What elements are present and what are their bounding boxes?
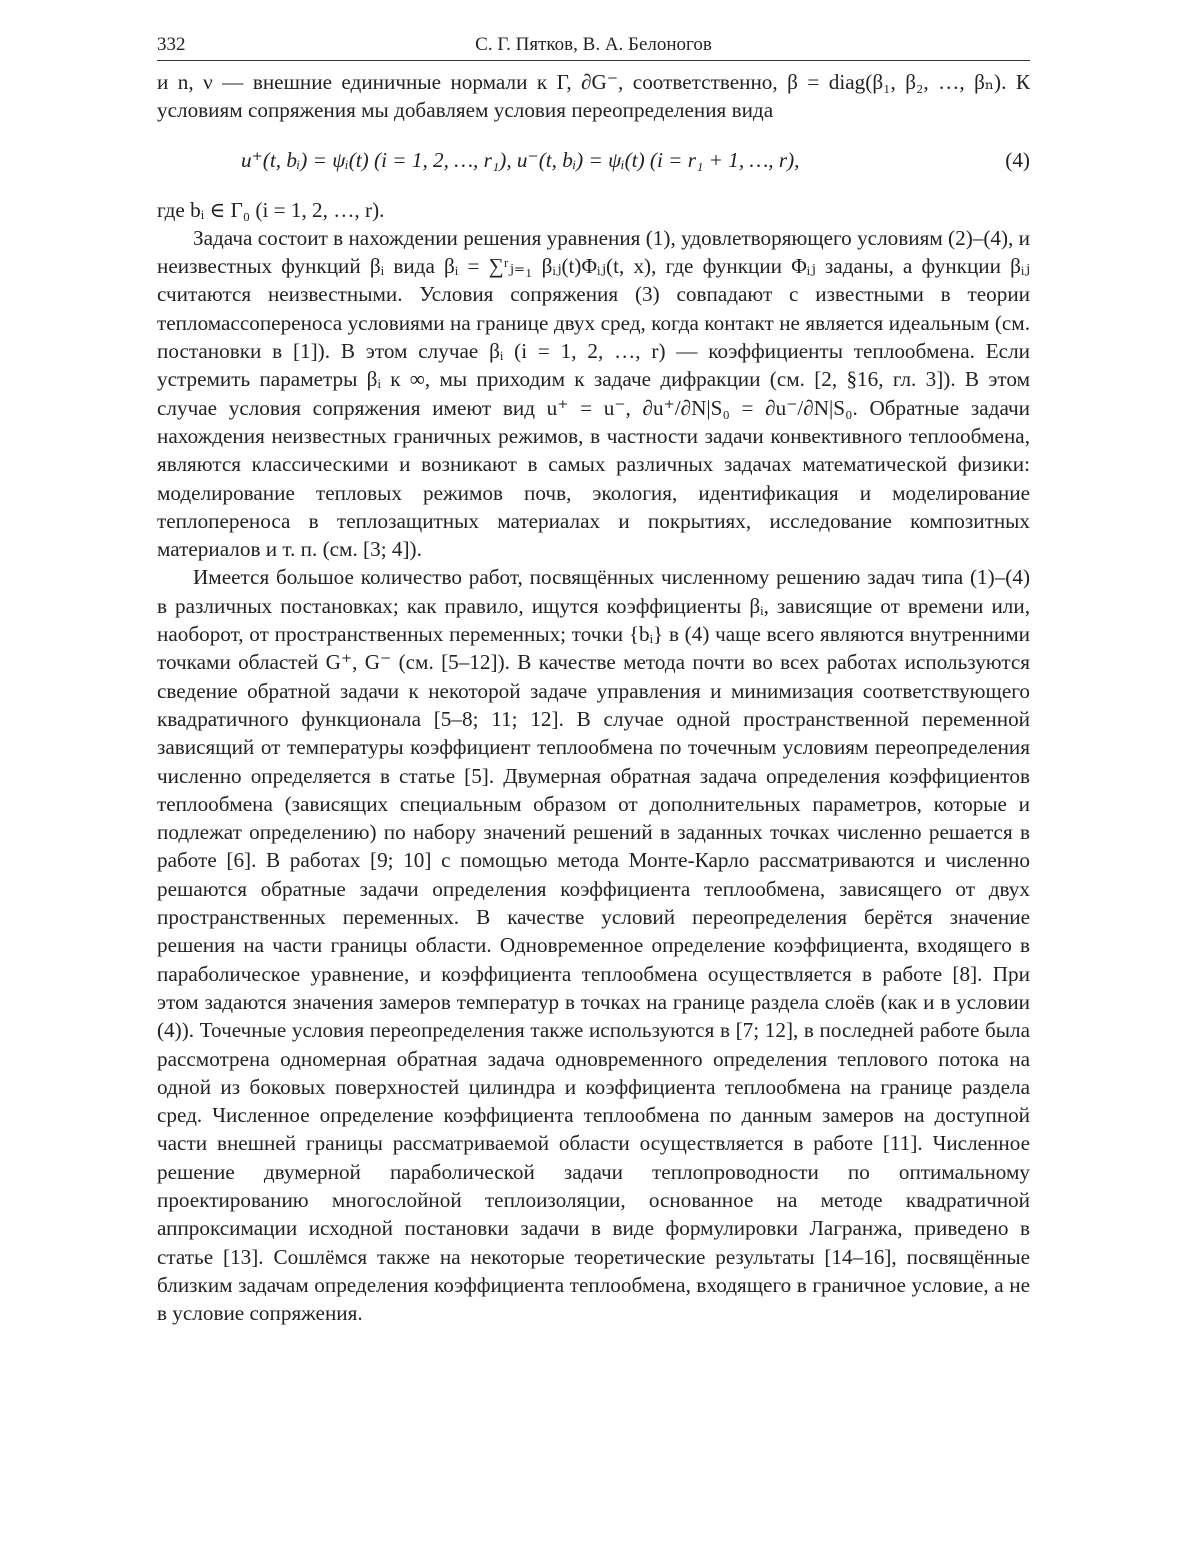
paragraph: Задача состоит в нахождении решения уравнения (1), удовлетворяющего условиям (2)–(4), и неизвестных функций βᵢ вида βᵢ = ∑ʳⱼ₌₁ βᵢⱼ(t)Φᵢⱼ(t, x), где функции Φᵢⱼ заданы, а функции βᵢⱼ считаются неизвестными. Условия сопряжения (3) совпадают с известными в теории тепломассопереноса условиями на границе двух сред, когда контакт не является идеальным (см. постановки в [1]). В этом случае βᵢ (i = 1, 2, …, r) — коэффициенты теплообмена. Если устремить параметры βᵢ к ∞, мы приходим к задаче дифракции (см. [2, §16, гл. 3]). В этом случае условия сопряжения имеют вид u⁺ = u⁻, ∂u⁺/∂N|S₀ = ∂u⁻/∂N|S₀. Обратные задачи нахождения неизвестных граничных режимов, в частности задачи конвективного теплообмена, являются классическими и возникают в самых различных задачах математической физики: моделирование тепловых режимов почв, экология, идентификация и моделирование теплопереноса в теплозащитных материалах и покрытиях, исследование композитных материалов и т. п. (см. [3; 4]). bbox=[157, 225, 1030, 562]
running-head: С. Г. Пятков, В. А. Белоногов bbox=[475, 34, 712, 55]
paragraph: и n, ν — внешние единичные нормали к Γ, ∂G⁻, соответственно, β = diag(β₁, β₂, …, βₙ). К условиям сопряжения мы добавляем условия переопределения вида bbox=[157, 70, 1030, 123]
equation-body: u⁺(t, bᵢ) = ψᵢ(t) (i = 1, 2, …, r₁), u⁻(t, bᵢ) = ψᵢ(t) (i = r₁ + 1, …, r), bbox=[241, 147, 800, 172]
display-equation bbox=[157, 146, 1030, 174]
page-number: 332 bbox=[157, 34, 186, 55]
paragraph: Имеется большое количество работ, посвящённых численному решению задач типа (1)–(4) в различных постановках; как правило, ищутся коэффициенты βᵢ, зависящие от времени или, наоборот, от пространственных переменных; точки {bᵢ} в (4) чаще всего являются внутренними точками областей G⁺, G⁻ (см. [5–12]). В качестве метода почти во всех работах используются сведение обратной задачи к некоторой задаче управления и минимизация соответствующего квадратичного функционала [5–8; 11; 12]. В случае одной пространственной переменной зависящий от температуры коэффициент теплообмена по точечным условиям переопределения численно определяется в статье [5]. Двумерная обратная задача определения коэффициентов теплообмена (зависящих специальным образом от дополнительных параметров, которые и подлежат определению) по набору значений решений в заданных точках численно решается в работе [6]. В работах [9; 10] с помощью метода Монте-Карло рассматриваются и численно решаются обратные задачи определения коэффициента теплообмена, зависящего от двух пространственных переменных. В качестве условий переопределения берётся значение решения на части границы области. Одновременное определение коэффициента, входящего в параболическое уравнение, и коэффициента теплообмена осуществляется в работе [8]. При этом задаются значения замеров температур в точках на границе раздела слоёв (как и в условии (4)). Точечные условия переопределения также используются в [7; 12], в последней работе была рассмотрена одномерная обратная задача одновременного определения теплового потока на одной из боковых поверхностей цилиндра и коэффициента теплообмена на границе раздела сред. Численное определение коэффициента теплообмена по данным замеров на доступной части внешней границы рассматриваемой области осуществляется в работе [11]. Численное решение двумерной параболической задачи теплопроводности по оптимальному проектированию многослойной теплоизоляции, основанное на методе квадратичной аппроксимации исходной постановки задачи в виде формулировки Лагранжа, приведено в статье [13]. Сошлёмся также на некоторые теоретические результаты [14–16], посвящённые близким задачам определения коэффициента теплообмена, входящего в граничное условие, а не в условие сопряжения. bbox=[157, 565, 1030, 1326]
paragraph: где bᵢ ∈ Γ₀ (i = 1, 2, …, r). bbox=[157, 197, 385, 222]
page bbox=[157, 30, 1030, 1327]
body-text bbox=[157, 68, 1030, 1327]
equation-number: (4) bbox=[1005, 147, 1030, 172]
page-header bbox=[157, 30, 1030, 61]
